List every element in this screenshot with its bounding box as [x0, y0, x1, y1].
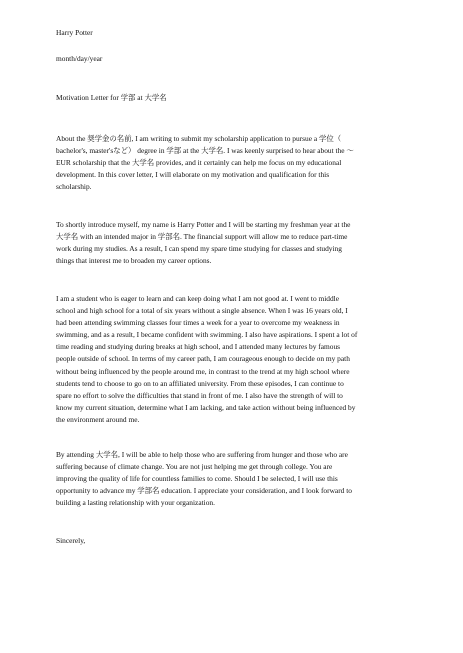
- paragraph-line: know my current situation, determine what I am lacking, and take action without being influenced by: [56, 402, 356, 412]
- paragraph-line: work during my studies. As a result, I can spend my spare time studying for classes and studying: [56, 244, 342, 254]
- paragraph-line: things that interest me to broaden my career options.: [56, 256, 212, 266]
- paragraph-line: 大学名 with an intended major in 学部名. The financial support will allow me to reduce part-time: [56, 232, 348, 242]
- paragraph-line: spare no effort to solve the difficulties that stand in front of me. I also have the strength of will to: [56, 390, 343, 400]
- paragraph-impact: [56, 449, 412, 509]
- letter-subject: Motivation Letter for 学部 at 大学名: [56, 93, 167, 102]
- paragraph-line: scholarship.: [56, 182, 92, 192]
- paragraph-line: had been attending swimming classes four times a week for a year to overcome my weakness in: [56, 318, 340, 328]
- paragraph-line: suffering because of climate change. You are not just helping me get through college. You are: [56, 462, 333, 472]
- paragraph-line: By attending 大学名, I will be able to help those who are suffering from hunger and those who are: [56, 450, 348, 459]
- paragraph-line: bachelor's, master'sなど） degree in 学部 at the 大学名. I was keenly surprised to hear about the ～: [56, 146, 354, 156]
- paragraph-line: students tend to choose to go on to an affiliated university. From these episodes, I can continue to: [56, 378, 344, 388]
- paragraph-line: About the 奨学金の名前, I am writing to submit my scholarship application to pursue a 学位（: [56, 134, 342, 143]
- paragraph-line: development. In this cover letter, I will elaborate on my motivation and qualification for this: [56, 170, 330, 180]
- paragraph-line: the environment around me.: [56, 414, 140, 424]
- paragraph-line: without being influenced by the people around me, in contrast to the trend at my high school where: [56, 366, 350, 376]
- letter-date: month/day/year: [56, 54, 103, 63]
- paragraph-line: time reading and studying during breaks at high school, and I attended many lectures by famous: [56, 342, 341, 352]
- paragraph-line: people outside of school. In terms of my career path, I am courageous enough to decide on my path: [56, 354, 350, 364]
- sender-name: Harry Potter: [56, 28, 93, 37]
- paragraph-self-introduction: [56, 219, 412, 267]
- paragraph-intro: [56, 133, 412, 193]
- closing: Sincerely,: [56, 536, 86, 545]
- paragraph-line: building a lasting relationship with your organization.: [56, 498, 215, 508]
- paragraph-line: improving the quality of life for countless families to come. Should I be selected, I will use this: [56, 474, 338, 484]
- paragraph-line: opportunity to advance my 学部名 education. I appreciate your consideration, and I look forward to: [56, 486, 352, 496]
- paragraph-line: school and high school for a total of six years without a single absence. When I was 16 years old, I: [56, 306, 348, 316]
- paragraph-line: EUR scholarship that the 大学名 provides, and it certainly can help me focus on my educational: [56, 158, 342, 168]
- paragraph-qualifications: [56, 293, 412, 426]
- paragraph-line: swimming, and as a result, I became confident with swimming. I also have aspirations. I spent a lot of: [56, 330, 358, 340]
- paragraph-line: To shortly introduce myself, my name is Harry Potter and I will be starting my freshman year at the: [56, 220, 351, 229]
- paragraph-line: I am a student who is eager to learn and can keep doing what I am not good at. I went to middle: [56, 294, 340, 303]
